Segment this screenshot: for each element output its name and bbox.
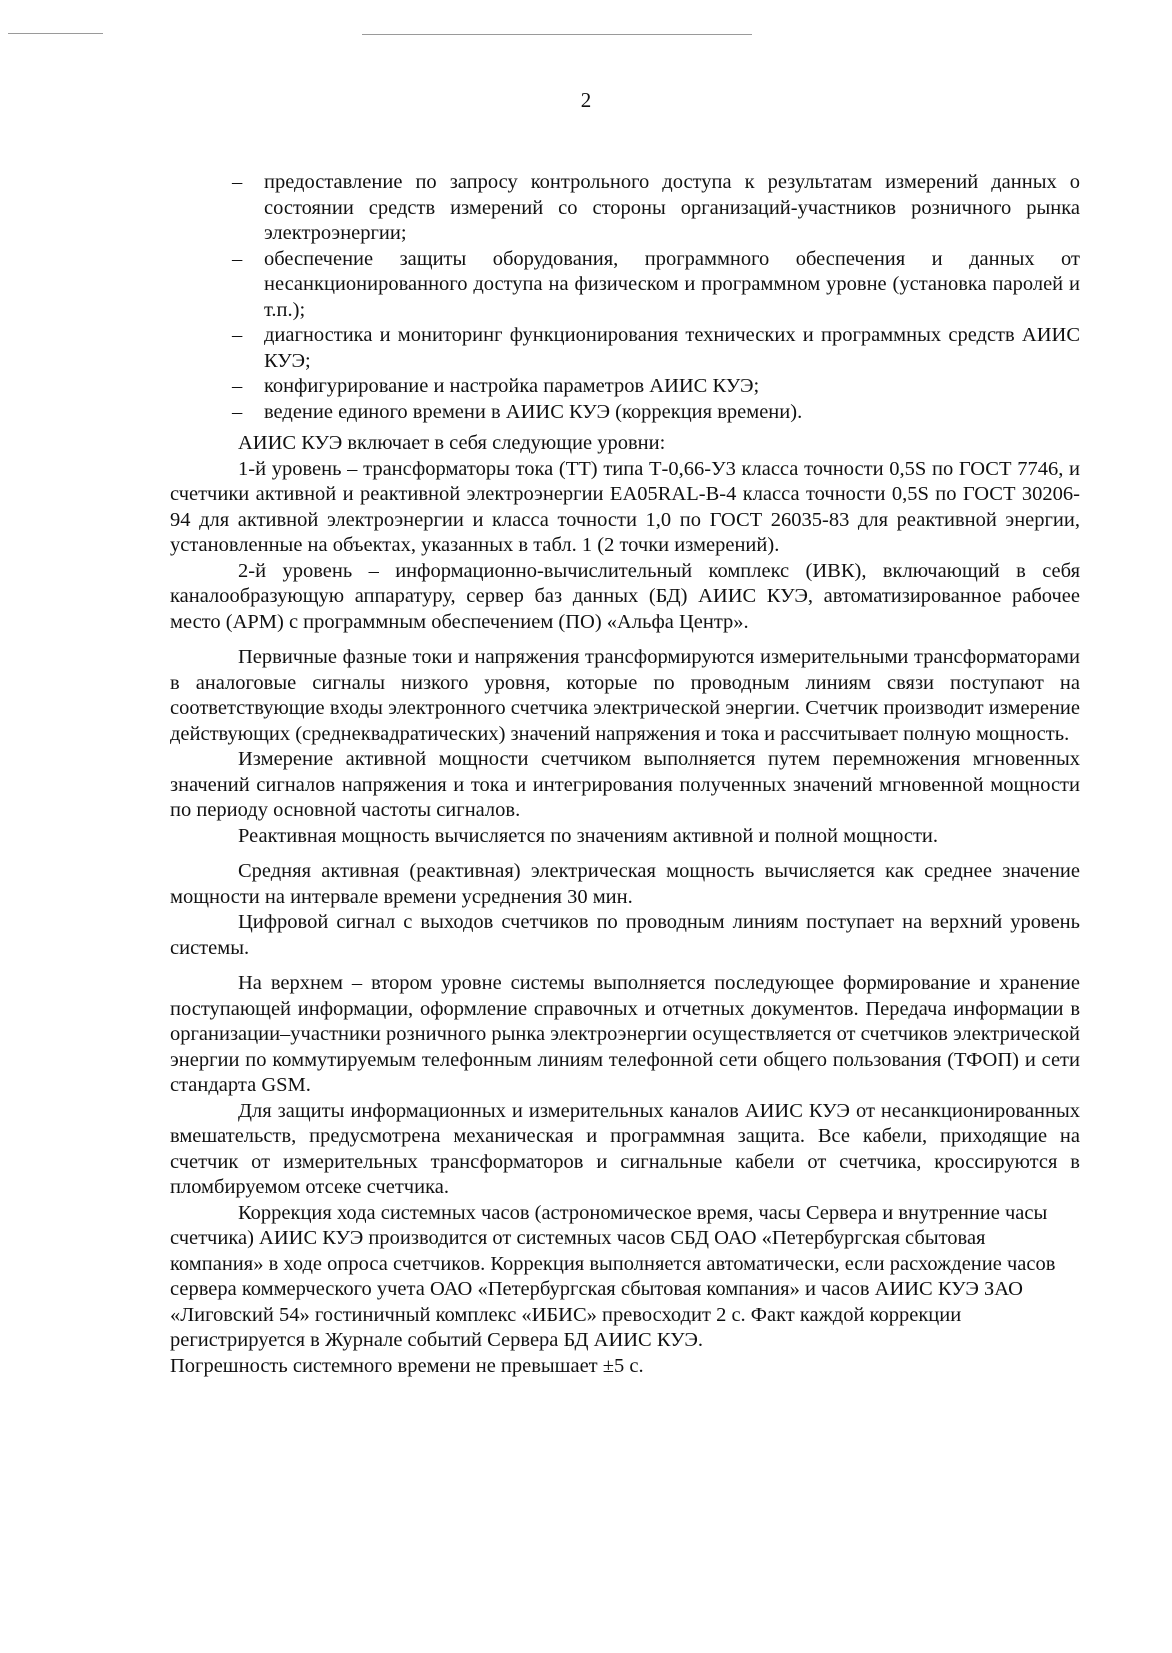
- paragraph-level-1: 1-й уровень – трансформаторы тока (ТТ) типа Т-0,66-У3 класса точности 0,5S по ГОСТ 7746, и счетчики активной и реактивной электроэнергии ЕА05RAL-B-4 класса точности 0,5S по ГОСТ 30206-94 для активной электроэнергии и класса точности 1,0 по ГОСТ 26035-83 для реактивной энергии, установленные на объектах, указанных в табл. 1 (2 точки измерений).: [170, 457, 1080, 556]
- paragraph-time-correction: Коррекция хода системных часов (астрономическое время, часы Сервера и внутренние часы счетчика) АИИС КУЭ производится от системных часов СБД ОАО «Петербургская сбытовая компания» в ходе опроса счетчиков. Коррекция выполняется автоматически, если расхождение часов сервера коммерческого учета ОАО «Петербургская сбытовая компания» и часов АИИС КУЭ ЗАО «Лиговский 54» гостиничный комплекс «ИБИС» превосходит 2 с. Факт каждой коррекции регистрируется в Журнале событий Сервера БД АИИС КУЭ.: [170, 1201, 1056, 1351]
- paragraph-active-power: Измерение активной мощности счетчиком выполняется путем перемножения мгновенных значений сигналов напряжения и тока и интегрирования полученных значений мгновенной мощности по периоду основной частоты сигналов.: [170, 748, 1080, 821]
- paragraph-primary-currents: Первичные фазные токи и напряжения трансформируются измерительными трансформаторами в аналоговые сигналы низкого уровня, которые по проводным линиям связи поступают на соответствующие входы электронного счетчика электрической энергии. Счетчик производит измерение действующих (среднеквадратических) значений напряжения и тока и рассчитывает полную мощность.: [170, 646, 1080, 745]
- scan-artifact-line: [362, 34, 752, 35]
- paragraph-reactive-power: Реактивная мощность вычисляется по значениям активной и полной мощности.: [238, 824, 938, 847]
- list-item: – ведение единого времени в АИИС КУЭ (коррекция времени).: [232, 400, 1080, 426]
- list-item: – обеспечение защиты оборудования, программного обеспечения и данных от несанкционированного доступа на физическом и программном уровне (установка паролей и т.п.);: [232, 247, 1080, 324]
- paragraph-upper-level: На верхнем – втором уровне системы выполняется последующее формирование и хранение поступающей информации, оформление справочных и отчетных документов. Передача информации в организации–участники розничного рынка электроэнергии осуществляется от счетчиков электрической энергии по коммутируемым телефонным линиям телефонной сети общего пользования (ТФОП) и сети стандарта GSM.: [170, 972, 1080, 1096]
- paragraph-level-2: 2-й уровень – информационно-вычислительный комплекс (ИВК), включающий в себя каналообразующую аппаратуру, сервер баз данных (БД) АИИС КУЭ, автоматизированное рабочее место (АРМ) с программным обеспечением (ПО) «Альфа Центр».: [170, 559, 1080, 633]
- list-item: – диагностика и мониторинг функционирования технических и программных средств АИИС КУЭ;: [232, 323, 1080, 374]
- page-number: 2: [580, 88, 592, 112]
- paragraph-levels-intro: АИИС КУЭ включает в себя следующие уровни:: [238, 432, 666, 454]
- paragraph-average-power: Средняя активная (реактивная) электрическая мощность вычисляется как среднее значение мощности на интервале времени усреднения 30 мин.: [170, 860, 1080, 908]
- paragraph-digital-signal: Цифровой сигнал с выходов счетчиков по проводным линиям поступает на верхний уровень системы.: [170, 911, 1080, 959]
- paragraph-time-error: Погрешность системного времени не превышает ±5 с.: [170, 1354, 644, 1377]
- list-item: – предоставление по запросу контрольного доступа к результатам измерений данных о состоянии средств измерений со стороны организаций-участников розничного рынка электроэнергии;: [232, 170, 1080, 247]
- paragraph-protection: Для защиты информационных и измерительных каналов АИИС КУЭ от несанкционированных вмешательств, предусмотрена механическая и программная защита. Все кабели, приходящие на счетчик от измерительных трансформаторов и сигнальные кабели от счетчика, кроссируются в пломбируемом отсеке счетчика.: [170, 1099, 1080, 1198]
- scan-artifact-line: [8, 33, 103, 34]
- list-item: – конфигурирование и настройка параметров АИИС КУЭ;: [232, 374, 1080, 400]
- document-body: [170, 170, 1080, 1379]
- function-list: [232, 170, 1080, 425]
